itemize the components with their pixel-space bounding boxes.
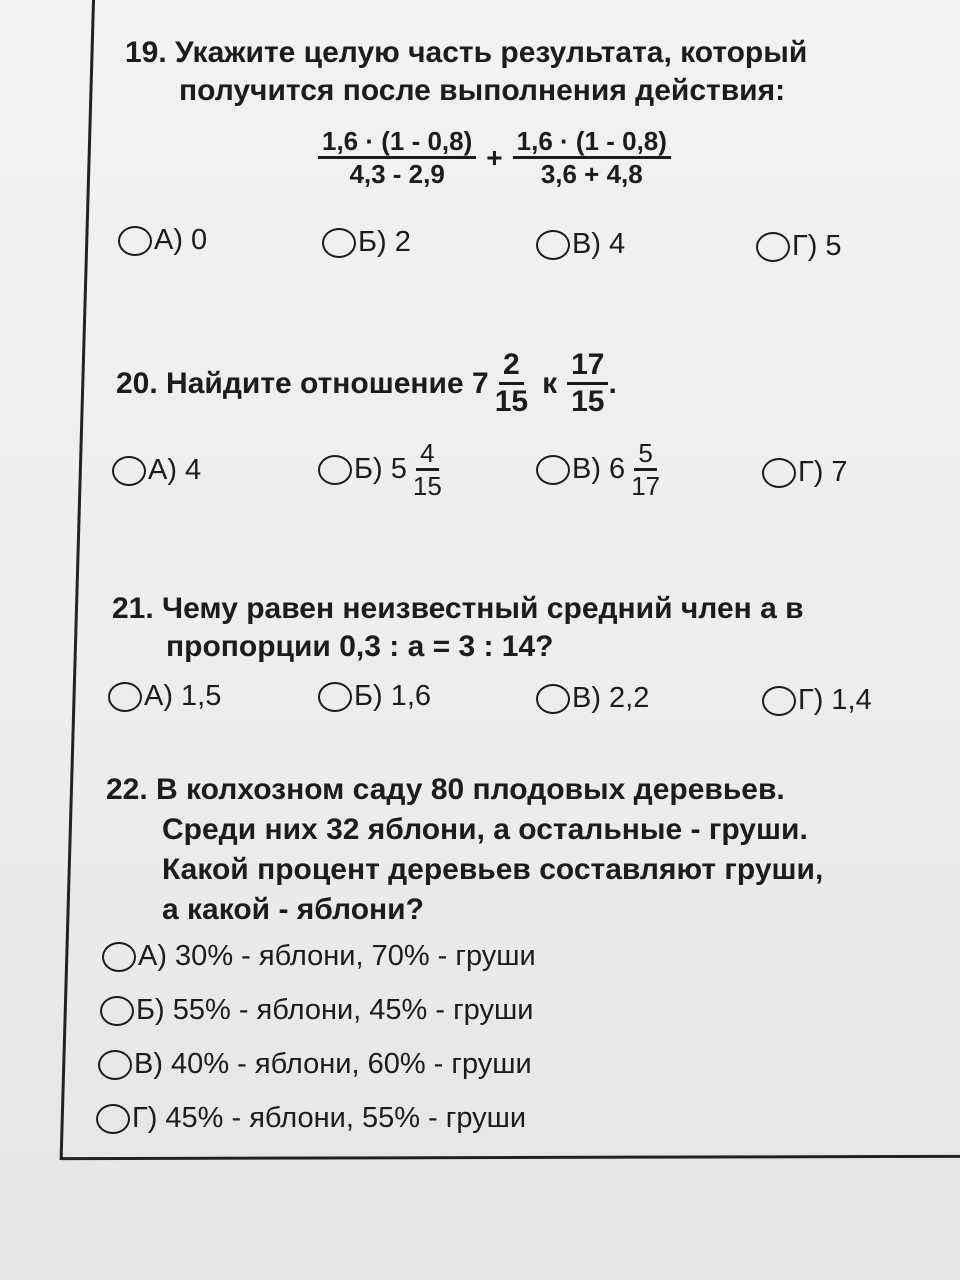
question-20-fraction-1 xyxy=(491,350,532,417)
q22-option-a[interactable] xyxy=(102,940,536,973)
question-21-line-2: пропорции 0,3 : а = 3 : 14? xyxy=(166,630,554,663)
option-label: В) 2,2 xyxy=(572,682,650,714)
q19-option-c[interactable] xyxy=(536,228,625,261)
q20-option-b[interactable] xyxy=(318,440,446,499)
q19-option-a[interactable] xyxy=(118,224,207,257)
fraction-numerator: 5 xyxy=(634,440,656,471)
question-19-line-1: 19. Укажите целую часть результата, который xyxy=(125,36,808,69)
q19-option-d[interactable] xyxy=(756,230,842,263)
option-label: В) 6 xyxy=(572,453,626,485)
radio-circle-icon[interactable] xyxy=(102,942,136,972)
option-fraction xyxy=(627,440,664,499)
radio-circle-icon[interactable] xyxy=(536,684,570,714)
option-label: Б) 1,6 xyxy=(354,680,432,712)
q21-option-d[interactable] xyxy=(762,684,872,717)
option-label: Б) 2 xyxy=(358,226,411,258)
option-label: А) 0 xyxy=(154,224,208,256)
option-label: А) 4 xyxy=(148,454,202,486)
q19-option-b[interactable] xyxy=(322,226,411,259)
option-label: Б) 55% - яблони, 45% - груши xyxy=(136,994,534,1026)
fraction-2-numerator: 1,6 · (1 - 0,8) xyxy=(513,128,671,159)
radio-circle-icon[interactable] xyxy=(112,456,146,486)
radio-circle-icon[interactable] xyxy=(536,230,570,260)
q21-option-c[interactable] xyxy=(536,682,649,715)
q21-option-b[interactable] xyxy=(318,680,431,713)
option-label: В) 4 xyxy=(572,228,626,260)
q20-option-d[interactable] xyxy=(762,456,848,489)
fraction-2 xyxy=(513,128,671,187)
radio-circle-icon[interactable] xyxy=(98,1050,132,1080)
question-21 xyxy=(112,590,804,666)
q20-option-c[interactable] xyxy=(536,440,664,499)
option-label: А) 1,5 xyxy=(144,680,222,712)
fraction-denominator: 15 xyxy=(571,385,605,418)
radio-circle-icon[interactable] xyxy=(536,455,570,485)
question-20-prefix: 20. Найдите отношение 7 xyxy=(116,366,489,400)
radio-circle-icon[interactable] xyxy=(318,455,352,485)
radio-circle-icon[interactable] xyxy=(322,228,356,258)
option-label: Б) 5 xyxy=(354,453,407,485)
question-20-middle: к xyxy=(542,366,558,400)
fraction-numerator: 2 xyxy=(499,350,524,385)
question-19 xyxy=(125,34,807,110)
radio-circle-icon[interactable] xyxy=(96,1104,130,1134)
option-fraction xyxy=(409,440,446,499)
question-22-line-3: Какой процент деревьев составляют груши, xyxy=(162,853,824,886)
fraction-2-denominator: 3,6 + 4,8 xyxy=(540,159,643,189)
q21-option-a[interactable] xyxy=(108,680,221,713)
q20-option-a[interactable] xyxy=(112,454,201,487)
question-21-line-1: 21. Чему равен неизвестный средний член а в xyxy=(112,592,804,625)
q22-option-c[interactable] xyxy=(98,1048,532,1081)
option-label: Г) 5 xyxy=(792,230,842,262)
radio-circle-icon[interactable] xyxy=(118,226,152,256)
radio-circle-icon[interactable] xyxy=(100,996,134,1026)
fraction-denominator: 15 xyxy=(494,385,529,418)
question-22-line-2: Среди них 32 яблони, а остальные - груши. xyxy=(162,813,808,846)
fraction-1 xyxy=(318,128,476,187)
radio-circle-icon[interactable] xyxy=(756,232,790,262)
option-label: Г) 7 xyxy=(798,456,848,488)
q22-option-d[interactable] xyxy=(96,1102,526,1135)
question-20 xyxy=(116,350,617,417)
question-20-suffix: . xyxy=(608,366,617,400)
fraction-1-denominator: 4,3 - 2,9 xyxy=(349,159,445,189)
option-label: В) 40% - яблони, 60% - груши xyxy=(134,1048,532,1080)
question-22-line-1: 22. В колхозном саду 80 плодовых деревьев. xyxy=(106,773,785,806)
radio-circle-icon[interactable] xyxy=(318,682,352,712)
frame-bottom-border xyxy=(62,1155,960,1160)
fraction-denominator: 17 xyxy=(631,471,661,501)
radio-circle-icon[interactable] xyxy=(762,686,796,716)
radio-circle-icon[interactable] xyxy=(762,458,796,488)
fraction-numerator: 17 xyxy=(567,350,608,385)
question-19-line-2: получится после выполнения действия: xyxy=(179,74,786,107)
fraction-1-numerator: 1,6 · (1 - 0,8) xyxy=(318,128,476,159)
option-label: Г) 1,4 xyxy=(798,684,872,716)
fraction-denominator: 15 xyxy=(412,471,442,501)
question-20-fraction-2 xyxy=(567,350,608,417)
q22-option-b[interactable] xyxy=(100,994,533,1027)
option-label: А) 30% - яблони, 70% - груши xyxy=(138,940,536,972)
question-22 xyxy=(106,770,823,930)
frame-left-border xyxy=(60,0,95,1160)
plus-sign: + xyxy=(486,141,503,173)
fraction-numerator: 4 xyxy=(416,440,438,471)
question-19-expression xyxy=(318,128,671,187)
option-label: Г) 45% - яблони, 55% - груши xyxy=(132,1102,527,1134)
radio-circle-icon[interactable] xyxy=(108,682,142,712)
question-22-line-4: а какой - яблони? xyxy=(162,893,424,926)
